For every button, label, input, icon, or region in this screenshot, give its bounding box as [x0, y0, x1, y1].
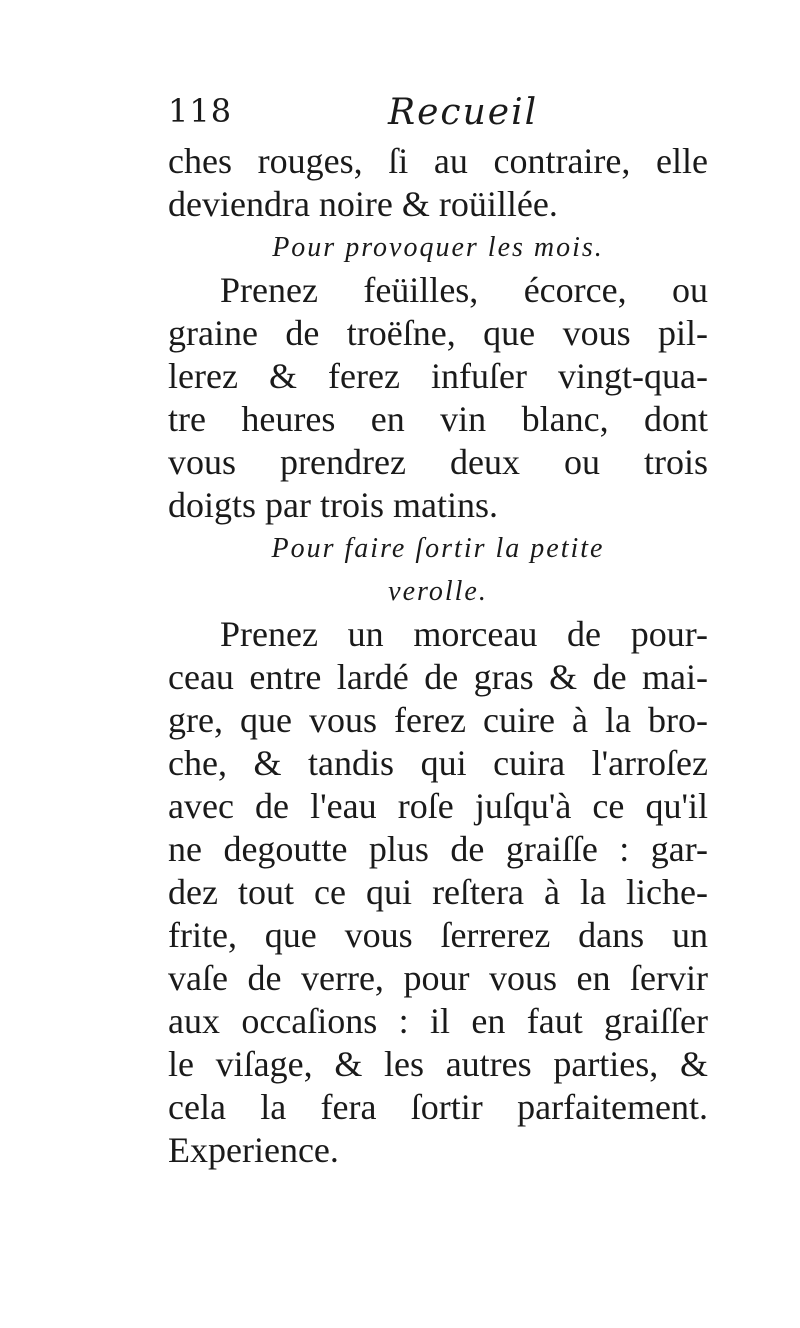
- recipe-heading: Pour faire ſortir la petite: [271, 533, 605, 564]
- text-line: le viſage, & les autres parties, &: [168, 1044, 708, 1084]
- text-line: frite, que vous ſerrerez dans un: [168, 915, 708, 955]
- text-line: Prenez un morceau de pour-: [220, 614, 708, 654]
- text-line: dez tout ce qui reſtera à la liche-: [168, 872, 708, 912]
- text-line: avec de l'eau roſe juſqu'à ce qu'il: [168, 786, 708, 826]
- text-line: ceau entre lardé de gras & de mai-: [168, 657, 708, 697]
- text-line: vaſe de verre, pour vous en ſervir: [168, 958, 708, 998]
- recipe-heading: Pour provoquer les mois.: [272, 232, 604, 263]
- text-line: cela la fera ſortir parfaitement.: [168, 1087, 708, 1127]
- recipe-heading-continued: verolle.: [388, 576, 488, 607]
- text-line: doigts par trois matins.: [168, 485, 498, 525]
- page-header: [168, 92, 708, 142]
- text-line: Experience.: [168, 1130, 339, 1170]
- body-text: [168, 140, 708, 1172]
- text-line: deviendra noire & roüillée.: [168, 184, 558, 224]
- running-head: Recueil: [388, 92, 539, 133]
- text-line: graine de troëſne, que vous pil-: [168, 313, 708, 353]
- text-line: Prenez feüilles, écorce, ou: [220, 270, 708, 310]
- text-line: tre heures en vin blanc, dont: [168, 399, 708, 439]
- page-number: 118: [168, 92, 233, 130]
- text-line: lerez & ferez infuſer vingt-qua-: [168, 356, 708, 396]
- text-line: ne degoutte plus de graiſſe : gar-: [168, 829, 708, 869]
- text-line: che, & tandis qui cuira l'arroſez: [168, 743, 708, 783]
- text-line: vous prendrez deux ou trois: [168, 442, 708, 482]
- text-line: gre, que vous ferez cuire à la bro-: [168, 700, 708, 740]
- text-line: aux occaſions : il en faut graiſſer: [168, 1001, 708, 1041]
- text-line: ches rouges, ſi au contraire, elle: [168, 141, 708, 181]
